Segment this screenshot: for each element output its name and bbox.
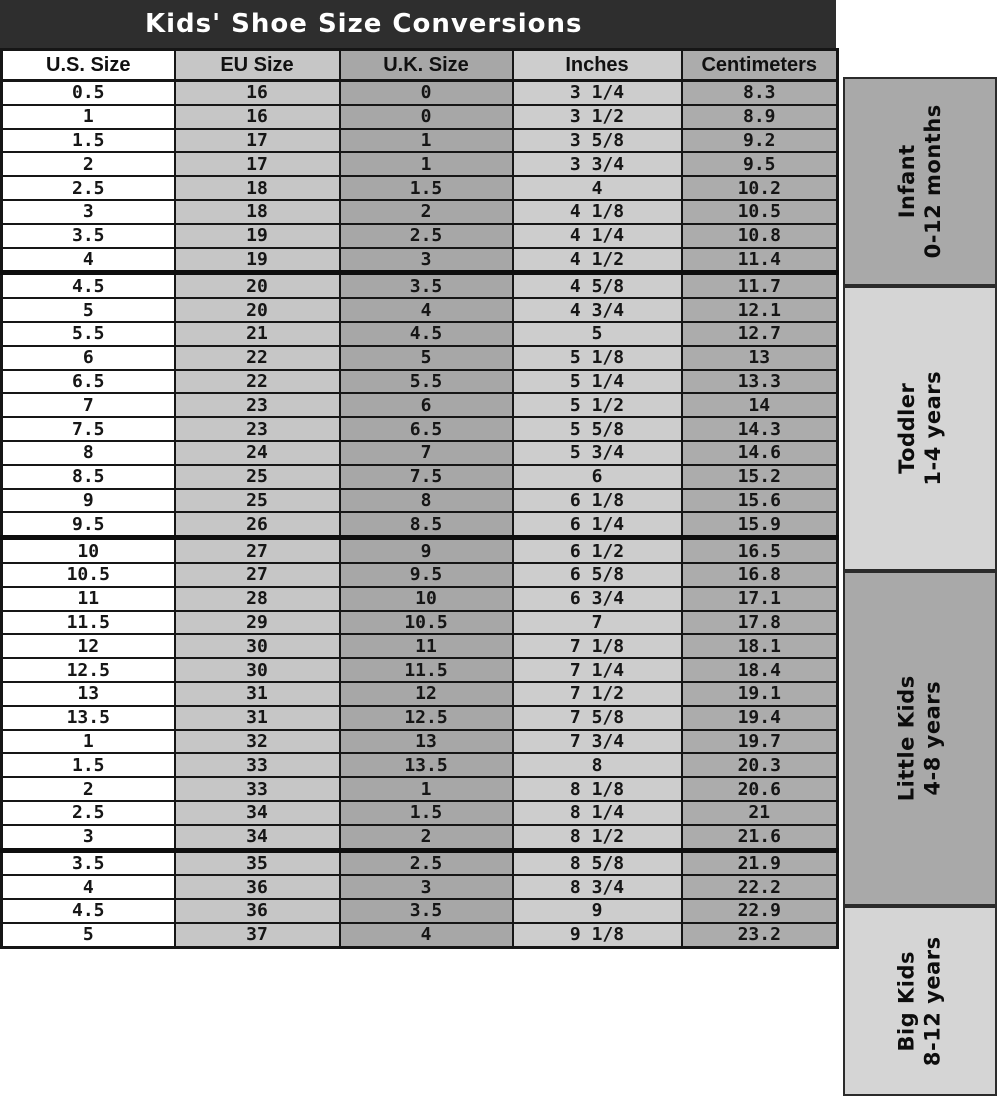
table-cell: 15.2: [682, 465, 838, 489]
table-cell: 28: [175, 587, 340, 611]
table-cell: 12.1: [682, 298, 838, 322]
table-cell: 4: [513, 176, 682, 200]
table-cell: 32: [175, 730, 340, 754]
table-cell: 30: [175, 658, 340, 682]
table-cell: 11.5: [340, 658, 513, 682]
table-cell: 3: [2, 200, 175, 224]
table-cell: 5 1/2: [513, 393, 682, 417]
table-cell: 1.5: [340, 801, 513, 825]
table-cell: 5 5/8: [513, 417, 682, 441]
table-cell: 17: [175, 129, 340, 153]
table-cell: 4.5: [2, 273, 175, 298]
table-cell: 2.5: [340, 224, 513, 248]
table-cell: 11: [2, 587, 175, 611]
column-header-centimeters: Centimeters: [682, 50, 838, 81]
table-cell: 5: [513, 322, 682, 346]
table-cell: 30: [175, 634, 340, 658]
table-cell: 0: [340, 105, 513, 129]
table-cell: 22: [175, 370, 340, 394]
table-cell: 2: [340, 825, 513, 850]
table-cell: 2: [340, 200, 513, 224]
table-cell: 16: [175, 105, 340, 129]
table-cell: 1: [340, 777, 513, 801]
table-cell: 18.4: [682, 658, 838, 682]
table-cell: 10.5: [340, 611, 513, 635]
table-cell: 12.7: [682, 322, 838, 346]
table-cell: 8 1/2: [513, 825, 682, 850]
table-row: [2, 176, 838, 200]
table-cell: 19.1: [682, 682, 838, 706]
table-cell: 27: [175, 538, 340, 563]
table-row: [2, 899, 838, 923]
table-cell: 20.6: [682, 777, 838, 801]
table-cell: 3 1/2: [513, 105, 682, 129]
table-cell: 6 1/4: [513, 512, 682, 537]
table-cell: 14.6: [682, 441, 838, 465]
table-cell: 3.5: [2, 224, 175, 248]
table-cell: 4 5/8: [513, 273, 682, 298]
table-cell: 13: [2, 682, 175, 706]
table-cell: 10.5: [682, 200, 838, 224]
table-cell: 4 1/2: [513, 248, 682, 273]
table-cell: 14.3: [682, 417, 838, 441]
table-cell: 12: [340, 682, 513, 706]
table-cell: 16: [175, 81, 340, 105]
table-row: [2, 152, 838, 176]
table-cell: 6.5: [340, 417, 513, 441]
table-cell: 7: [2, 393, 175, 417]
table-row: [2, 753, 838, 777]
table-cell: 36: [175, 875, 340, 899]
table-row: [2, 417, 838, 441]
table-header-row: [2, 50, 838, 81]
table-cell: 9 1/8: [513, 923, 682, 947]
table-cell: 13: [340, 730, 513, 754]
table-cell: 1.5: [2, 129, 175, 153]
table-row: [2, 346, 838, 370]
table-cell: 8.5: [2, 465, 175, 489]
table-cell: 8: [2, 441, 175, 465]
table-cell: 19.7: [682, 730, 838, 754]
table-row: [2, 465, 838, 489]
table-cell: 6 5/8: [513, 563, 682, 587]
age-group-toddler: [843, 286, 997, 571]
table-row: [2, 875, 838, 899]
table-cell: 4: [2, 875, 175, 899]
table-cell: 4: [340, 923, 513, 947]
table-cell: 20.3: [682, 753, 838, 777]
table-cell: 6: [2, 346, 175, 370]
table-cell: 34: [175, 825, 340, 850]
table-cell: 5.5: [2, 322, 175, 346]
table-cell: 17: [175, 152, 340, 176]
table-cell: 2: [2, 777, 175, 801]
table-cell: 18.1: [682, 634, 838, 658]
table-row: [2, 370, 838, 394]
table-cell: 4.5: [2, 899, 175, 923]
table-cell: 37: [175, 923, 340, 947]
table-cell: 25: [175, 489, 340, 513]
table-body: [2, 81, 838, 948]
table-cell: 13: [682, 346, 838, 370]
table-row: [2, 81, 838, 105]
table-cell: 3 3/4: [513, 152, 682, 176]
table-cell: 8: [513, 753, 682, 777]
table-cell: 12: [2, 634, 175, 658]
table-cell: 1: [340, 152, 513, 176]
table-cell: 14: [682, 393, 838, 417]
table-row: [2, 322, 838, 346]
table-row: [2, 224, 838, 248]
column-header-us-size: U.S. Size: [2, 50, 175, 81]
table-cell: 1: [2, 105, 175, 129]
table-cell: 22.9: [682, 899, 838, 923]
table-cell: 4: [2, 248, 175, 273]
table-cell: 8 5/8: [513, 850, 682, 875]
table-cell: 7 1/2: [513, 682, 682, 706]
table-cell: 16.8: [682, 563, 838, 587]
table-cell: 9: [2, 489, 175, 513]
table-cell: 9.5: [682, 152, 838, 176]
table-cell: 8 3/4: [513, 875, 682, 899]
table-row: [2, 248, 838, 273]
table-cell: 11.7: [682, 273, 838, 298]
table-cell: 3.5: [2, 850, 175, 875]
table-cell: 21.9: [682, 850, 838, 875]
table-cell: 25: [175, 465, 340, 489]
table-cell: 4 1/4: [513, 224, 682, 248]
table-cell: 10: [340, 587, 513, 611]
table-row: [2, 129, 838, 153]
table-cell: 22: [175, 346, 340, 370]
table-cell: 18: [175, 200, 340, 224]
table-cell: 15.9: [682, 512, 838, 537]
table-cell: 7.5: [2, 417, 175, 441]
table-cell: 20: [175, 273, 340, 298]
table-cell: 6: [340, 393, 513, 417]
table-row: [2, 489, 838, 513]
table-cell: 5: [2, 298, 175, 322]
table-cell: 4: [340, 298, 513, 322]
table-cell: 3: [2, 825, 175, 850]
table-row: [2, 298, 838, 322]
table-cell: 2.5: [2, 176, 175, 200]
age-group-little-kids: [843, 571, 997, 906]
table-cell: 10.5: [2, 563, 175, 587]
table-cell: 1: [340, 129, 513, 153]
table-row: [2, 923, 838, 947]
table-row: [2, 777, 838, 801]
table-cell: 5: [2, 923, 175, 947]
table-cell: 4.5: [340, 322, 513, 346]
table-cell: 36: [175, 899, 340, 923]
table-cell: 10: [2, 538, 175, 563]
table-cell: 7: [340, 441, 513, 465]
table-cell: 11.4: [682, 248, 838, 273]
table-row: [2, 587, 838, 611]
table-cell: 24: [175, 441, 340, 465]
age-group-range: 8-12 years: [920, 936, 945, 1066]
table-cell: 5 3/4: [513, 441, 682, 465]
table-cell: 7 5/8: [513, 706, 682, 730]
table-cell: 8: [340, 489, 513, 513]
table-row: [2, 682, 838, 706]
table-cell: 33: [175, 753, 340, 777]
table-cell: 7 3/4: [513, 730, 682, 754]
table-cell: 33: [175, 777, 340, 801]
table-cell: 8.5: [340, 512, 513, 537]
table-cell: 29: [175, 611, 340, 635]
table-cell: 16.5: [682, 538, 838, 563]
shoe-size-conversion-table: [0, 48, 839, 949]
table-cell: 3: [340, 875, 513, 899]
table-cell: 2.5: [340, 850, 513, 875]
age-group-infant: [843, 77, 997, 286]
table-cell: 2.5: [2, 801, 175, 825]
table-row: [2, 658, 838, 682]
table-cell: 17.1: [682, 587, 838, 611]
table-row: [2, 611, 838, 635]
table-cell: 21.6: [682, 825, 838, 850]
table-cell: 4 1/8: [513, 200, 682, 224]
table-cell: 26: [175, 512, 340, 537]
table-row: [2, 850, 838, 875]
table-row: [2, 706, 838, 730]
table-cell: 23: [175, 393, 340, 417]
table-cell: 6 1/2: [513, 538, 682, 563]
table-cell: 34: [175, 801, 340, 825]
column-header-uk-size: U.K. Size: [340, 50, 513, 81]
table-cell: 6.5: [2, 370, 175, 394]
table-cell: 8.3: [682, 81, 838, 105]
table-cell: 31: [175, 682, 340, 706]
table-row: [2, 512, 838, 537]
age-group-range: 4-8 years: [920, 681, 945, 796]
table-cell: 21: [682, 801, 838, 825]
table-row: [2, 825, 838, 850]
table-cell: 0.5: [2, 81, 175, 105]
table-cell: 22.2: [682, 875, 838, 899]
table-row: [2, 393, 838, 417]
title-bar: [0, 0, 836, 48]
column-header-inches: Inches: [513, 50, 682, 81]
table-cell: 10.8: [682, 224, 838, 248]
table-cell: 2: [2, 152, 175, 176]
table-row: [2, 563, 838, 587]
table-cell: 11.5: [2, 611, 175, 635]
table-cell: 8.9: [682, 105, 838, 129]
table-row: [2, 200, 838, 224]
table-row: [2, 801, 838, 825]
table-row: [2, 538, 838, 563]
table-cell: 3: [340, 248, 513, 273]
table-cell: 11: [340, 634, 513, 658]
table-cell: 13.5: [340, 753, 513, 777]
table-cell: 3.5: [340, 899, 513, 923]
table-cell: 9.5: [2, 512, 175, 537]
age-group-big-kids: [843, 906, 997, 1096]
age-group-range: 0-12 months: [921, 104, 945, 259]
table-cell: 12.5: [340, 706, 513, 730]
table-cell: 19: [175, 248, 340, 273]
table-cell: 4 3/4: [513, 298, 682, 322]
table-cell: 18: [175, 176, 340, 200]
table-cell: 7 1/8: [513, 634, 682, 658]
table-cell: 7 1/4: [513, 658, 682, 682]
table-cell: 7.5: [340, 465, 513, 489]
table-cell: 1.5: [2, 753, 175, 777]
table-row: [2, 105, 838, 129]
table-cell: 5 1/8: [513, 346, 682, 370]
age-group-label: Toddler: [894, 382, 919, 475]
age-group-label: Infant: [894, 144, 919, 219]
column-header-eu-size: EU Size: [175, 50, 340, 81]
table-cell: 9.5: [340, 563, 513, 587]
table-cell: 13.5: [2, 706, 175, 730]
table-cell: 5.5: [340, 370, 513, 394]
table-cell: 9.2: [682, 129, 838, 153]
table-cell: 3.5: [340, 273, 513, 298]
table-row: [2, 730, 838, 754]
table-cell: 9: [340, 538, 513, 563]
table-cell: 5 1/4: [513, 370, 682, 394]
table-row: [2, 441, 838, 465]
table-cell: 3 5/8: [513, 129, 682, 153]
table-cell: 19.4: [682, 706, 838, 730]
table-cell: 23: [175, 417, 340, 441]
age-group-label: Big Kids: [894, 950, 919, 1052]
table-cell: 19: [175, 224, 340, 248]
table-cell: 6 1/8: [513, 489, 682, 513]
table-cell: 17.8: [682, 611, 838, 635]
age-group-range: 1-4 years: [921, 371, 945, 486]
table-cell: 8 1/4: [513, 801, 682, 825]
table-cell: 3 1/4: [513, 81, 682, 105]
table-cell: 20: [175, 298, 340, 322]
table-cell: 5: [340, 346, 513, 370]
table-cell: 35: [175, 850, 340, 875]
table-row: [2, 273, 838, 298]
table-cell: 1.5: [340, 176, 513, 200]
table-cell: 31: [175, 706, 340, 730]
page-title: Kids' Shoe Size Conversions: [145, 9, 583, 39]
table-cell: 6: [513, 465, 682, 489]
table-cell: 27: [175, 563, 340, 587]
table-cell: 1: [2, 730, 175, 754]
table-cell: 23.2: [682, 923, 838, 947]
table-cell: 21: [175, 322, 340, 346]
table-cell: 0: [340, 81, 513, 105]
table-cell: 13.3: [682, 370, 838, 394]
table-cell: 15.6: [682, 489, 838, 513]
table-cell: 8 1/8: [513, 777, 682, 801]
age-group-label: Little Kids: [894, 675, 919, 802]
table-row: [2, 634, 838, 658]
table-cell: 6 3/4: [513, 587, 682, 611]
table-cell: 10.2: [682, 176, 838, 200]
table-cell: 9: [513, 899, 682, 923]
table-cell: 12.5: [2, 658, 175, 682]
table-cell: 7: [513, 611, 682, 635]
